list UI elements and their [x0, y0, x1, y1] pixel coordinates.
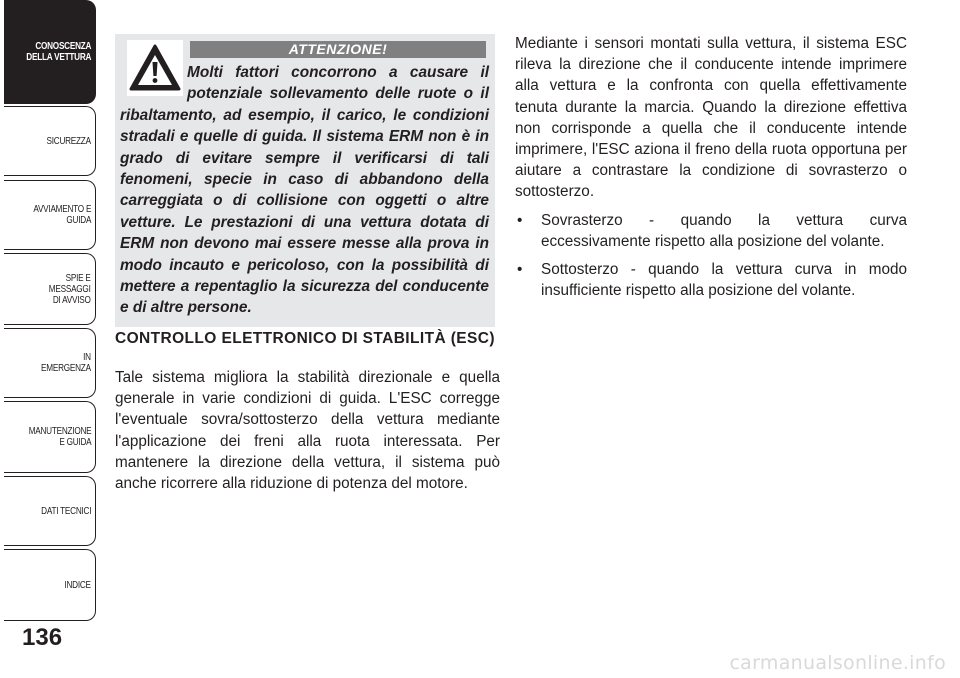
list-item-text: Sottosterzo - quando la vettura curva in modo insufficiente rispetto alla posizione del volante. [541, 261, 907, 300]
bullet-icon: • [517, 211, 523, 229]
tab-sicurezza[interactable] [4, 106, 96, 176]
section-intro: Tale sistema migliora la stabilità direzionale e quella generale in varie condizioni di guida. L'ESC corregge l'eventuale sovra/sottosterzo della vettura mediante l'applicazione dei freni alla ruota interessata. Per mantenere la direzione della vettura, il sistema può anche ricorrere alla riduzione di potenza del motore. [115, 369, 500, 493]
tab-dati-tecnici[interactable] [4, 476, 96, 546]
list-item [515, 259, 907, 301]
section-paragraph: Mediante i sensori montati sulla vettura, il sistema ESC rileva la direzione che il conducente intende imprimere alla vettura e la confronta con quella effettivamente tenuta durante la marcia. Quando la direzione effettiva non corrisponde a quella che il conducente intende imprimere, l'ESC aziona il freno della ruota opportuna per aiutare a contrastare la condizione di sovrasterzo o sottosterzo. [515, 35, 907, 201]
tab-label: SICUREZZA [46, 134, 91, 147]
right-column [515, 33, 907, 308]
warning-title: ATTENZIONE! [190, 41, 486, 58]
tab-conoscenza-della-vettura[interactable] [4, 0, 96, 104]
warning-box [115, 34, 495, 327]
tab-in-emergenza[interactable] [4, 328, 96, 398]
site-watermark: carmanualsonline.info [729, 652, 946, 674]
list-item-text: Sovrasterzo - quando la vettura curva eccessivamente rispetto alla posizione del volante. [541, 211, 907, 250]
tab-label: IN EMERGENZA [41, 351, 91, 374]
page-number: 136 [22, 624, 63, 651]
tab-spie-e-messaggi[interactable] [4, 253, 96, 325]
section-heading: CONTROLLO ELETTRONICO DI STABILITÀ (ESC) [115, 330, 495, 347]
tab-label: DATI TECNICI [40, 504, 91, 517]
tab-indice[interactable] [4, 549, 96, 621]
bullet-icon: • [517, 261, 523, 279]
tab-label: MANUTENZIONE E GUIDA [28, 425, 91, 448]
tab-label: SPIE E MESSAGGI DI AVVISO [49, 271, 91, 306]
sidebar-tabs [0, 0, 100, 630]
bullet-list [515, 210, 907, 302]
warning-text-block [120, 62, 489, 319]
tab-label: CONOSCENZA DELLA VETTURA [26, 40, 91, 63]
tab-label: AVVIAMENTO E GUIDA [33, 203, 91, 226]
warning-text: Molti fattori concorrono a causare il potenziale sollevamento delle ruote o il ribaltamento, ad esempio, il carico, le condizioni stradali e quelle di guida. Il sistema ERM non è in grado di evitare sempre il verificarsi di tali fenomeni, specie in caso di abbandono della carreggiata o di collisione con oggetti o altre vetture. Le prestazioni di una vettura dotata di ERM non devono mai essere messe alla prova in modo incauto e pericoloso, con la possibilità di mettere a repentaglio la sicurezza del conducente e di altre persone. [120, 64, 489, 317]
tab-avviamento-e-guida[interactable] [4, 180, 96, 250]
tab-label: INDICE [64, 578, 91, 591]
list-item [515, 210, 907, 252]
tab-manutenzione-e-guida[interactable] [4, 401, 96, 473]
